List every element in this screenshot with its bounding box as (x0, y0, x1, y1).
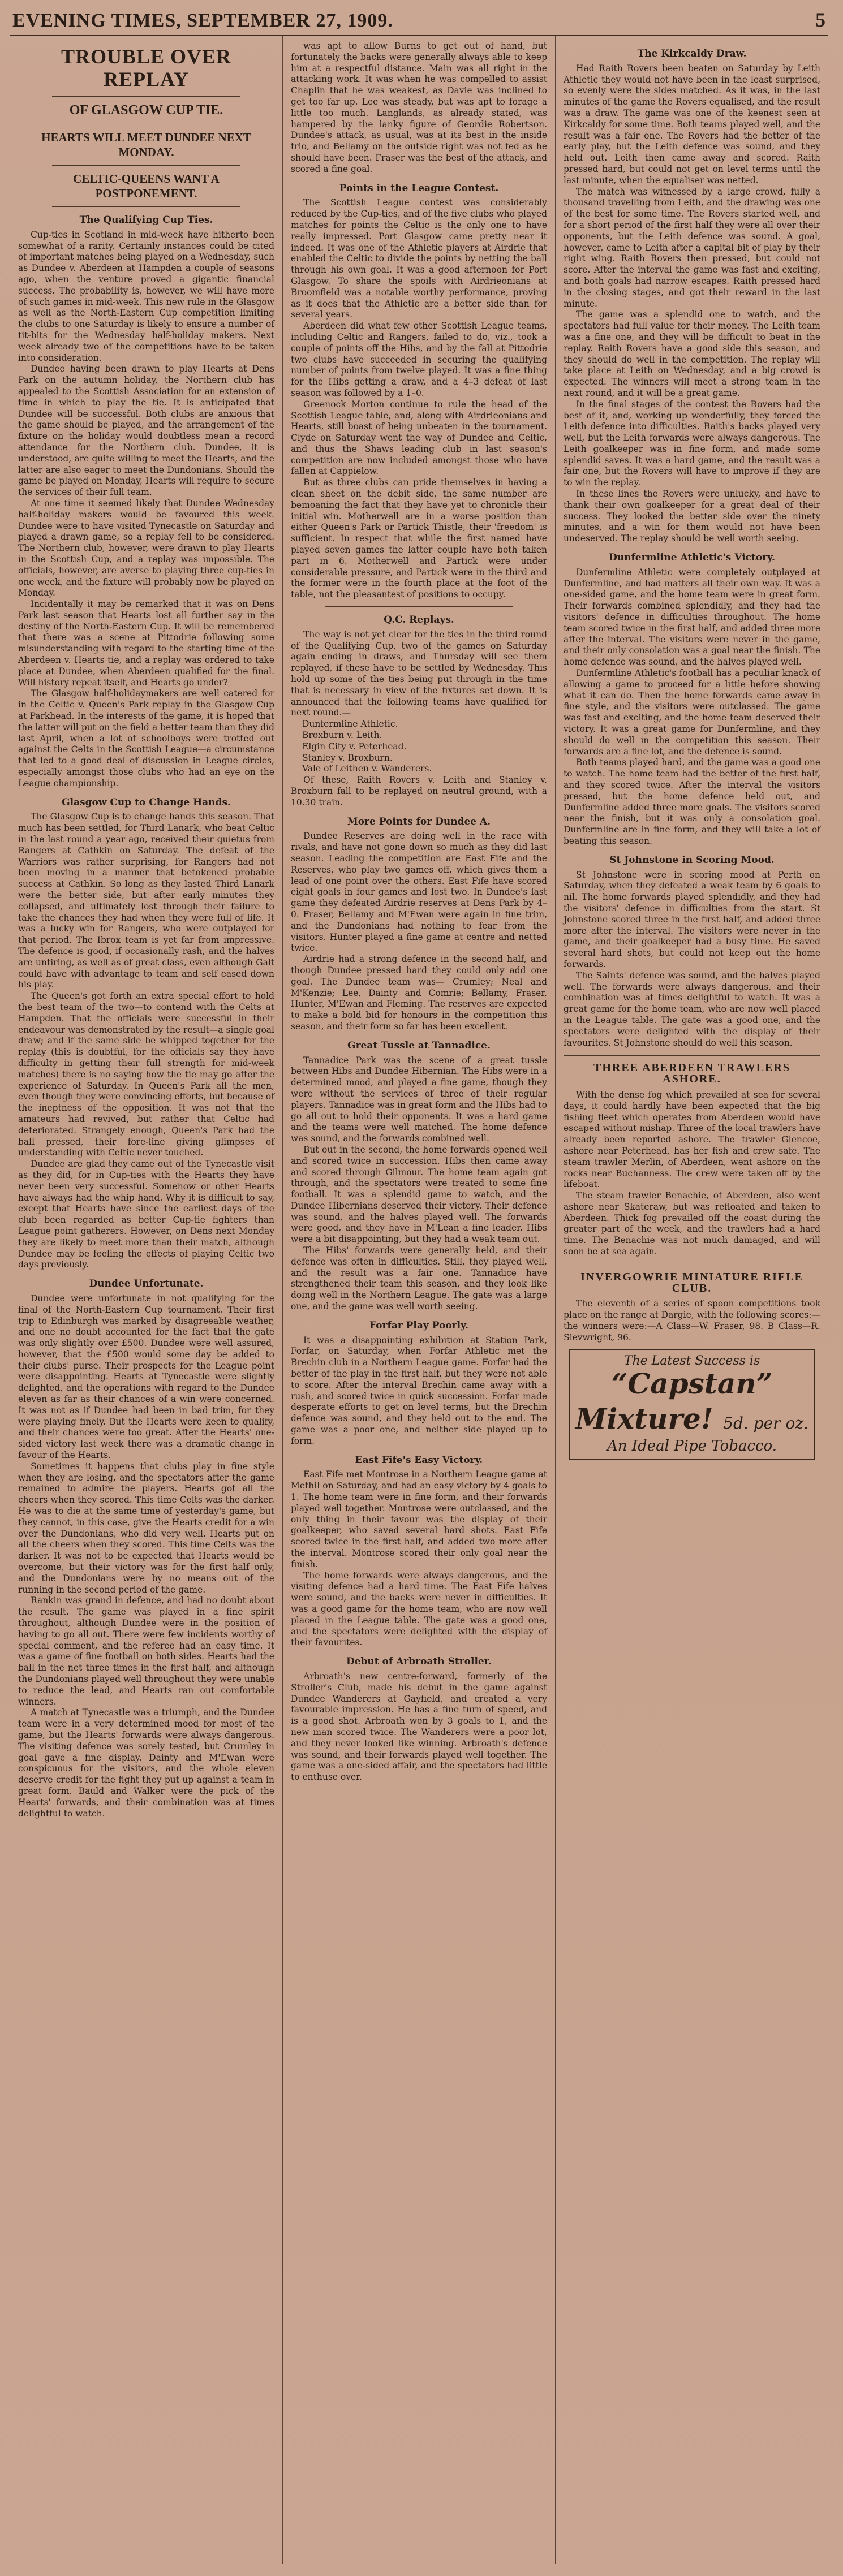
section-title: INVERGOWRIE MINIATURE RIFLE CLUB. (580, 1270, 803, 1295)
section-title: Dundee Unfortunate. (89, 1278, 204, 1290)
paragraph: Dundee having been drawn to play Hearts at Dens Park on the autumn holiday, the Northern club has appealed to the Scottish Association for an extension of time in which to play the tie. It is anticipated that Dundee will be successful. Both clubs are anxious that the game should be played, and the arrangement of the fixture on the holiday would doubtless mean a record attendance for the Northern club. Dundee, it is understood, are quite willing to meet the Hearts, and the latter are also eager to meet the Dundonians. Should the game be played on Monday, Hearts will require to secure the services of their full team. (18, 364, 274, 498)
ad-brand (574, 1366, 810, 1441)
section-title: THREE ABERDEEN TRAWLERS ASHORE. (593, 1062, 790, 1086)
list-item: Broxburn v. Leith. (302, 730, 382, 741)
paragraph: The way is not yet clear for the ties in the third round of the Qualifying Cup, two of the games on Saturday again ending in draws, and Thursday will see them replayed, if these have to be settled by Wednesday. This hold up some of the ties being put through in the time that is necessary in view of the fixtures set down. It is announced that the following teams have qualified for next round.— (291, 629, 547, 718)
paragraph: Had Raith Rovers been beaten on Saturday by Leith Athletic they would not have been in the least surprised, so evenly were the sides matched. As it was, in the last minutes of the game the Rovers equalised, and the result was a draw. The game was one of the keenest seen at Kirkcaldy for some time. Both teams played well, and the result was a fair one. The Rovers had the better of the early play, but the Leith defence was sound, and they held out. Leith then came away and scored. Raith pressed hard, but could not get on level terms until the last minute, when the equaliser was netted. (564, 63, 820, 185)
page-number: 5 (815, 8, 826, 31)
paragraph: With the dense fog which prevailed at sea for several days, it could hardly have been expected that the big fishing fleet which operates from Aberdeen would have escaped without mishap. Three of the local trawlers have already been reported ashore. The trawler Glencoe, ashore near Peterhead, has her fish and crew safe. The steam trawler Merlin, of Aberdeen, went ashore on the rocks near Buchanness. The crew were taken off by the lifeboat. (564, 1089, 820, 1190)
paragraph: Of these, Raith Rovers v. Leith and Stanley v. Broxburn fall to be replayed on neutral ground, with a 10.30 train. (291, 775, 547, 808)
paragraph: In these lines the Rovers were unlucky, and have to thank their own goalkeeper for a great deal of their success. They looked the better side over the ninety minutes, and a win for them would not have been undeserved. The replay should be well worth seeing. (564, 489, 820, 544)
divider (52, 96, 240, 97)
ad-tagline: The Latest Success is (623, 1353, 760, 1368)
paragraph: Greenock Morton continue to rule the head of the Scottish League table, and, along with Airdrieonians and Hearts, still boast of being unbeaten in the tournament. Clyde on Saturday went the way of Dundee and Celtic, and thus the Shaws leading club in last season's competition are now included amongst those who have fallen at Cappielow. (291, 399, 547, 477)
paragraph: The Saints' defence was sound, and the halves played well. The forwards were always dangerous, and their combination was at times delightful to watch. It was a great game for the home team, who are now well placed in the League table. The gate was a good one, and the spectators were delighted with the display of their favourites. St Johnstone should do well this season. (564, 970, 820, 1048)
paragraph: But out in the second, the home forwards opened well and scored twice in succession. Hibs then came away and scored through Gilmour. The home team again got through, and the spectators were treated to some fine football. It was a splendid game to watch, and the Dundee Hibernians deserved their victory. Their defence was sound, and the halves played well. The forwards were good, and they have in M'Lean a fine leader. Hibs were a bit disappointing, but they had a weak team out. (291, 1144, 547, 1245)
list-item: Elgin City v. Peterhead. (302, 741, 407, 752)
paragraph: A match at Tynecastle was a triumph, and the Dundee team were in a very determined mood for most of the game, but the Hearts' forwards were always dangerous. The visiting defence was sorely tested, but Crumley in goal gave a fine display. Dainty and M'Ewan were conspicuous for the visitors, and the whole eleven deserve credit for the fight they put up against a team in great form. Bauld and Walker were the pick of the Hearts' forwards, and their combination was at times delightful to watch. (18, 1707, 274, 1819)
section-title: Great Tussle at Tannadice. (347, 1039, 491, 1051)
ad-price: 5d. per oz. (723, 1414, 808, 1433)
section-title: More Points for Dundee A. (347, 815, 491, 827)
paragraph: Sometimes it happens that clubs play in fine style when they are losing, and the spectators after the game remained to admire the players. Hearts got all the cheers when they scored. This time Celts was the darker. He was to die at the same time of yesterday's game, but they cannot, in this case, give the Hearts credit for a win over the Dundonians, who did very well. Hearts put on all the cheers when they scored. This time Celts was the darker. It was not to be expected that Hearts would be overcome, but their victory was for the first half only, and the Dundonians were by no means out of the running in the second period of the game. (18, 1461, 274, 1595)
paragraph: East Fife met Montrose in a Northern League game at Methil on Saturday, and had an easy victory by 4 goals to 1. The home team were in fine form, and their forwards played well together. Montrose were outclassed, and the only thing in their favour was the display of their goalkeeper, who saved several hard shots. East Fife scored twice in the first half, and added two more after the interval. Montrose scored their only goal near the finish. (291, 1469, 547, 1569)
paragraph: Tannadice Park was the scene of a great tussle between Hibs and Dundee Hibernian. The Hibs were in a determined mood, and played a fine game, though they were without the services of three of their regular players. Tannadice was in great form and the Hibs had to go all out to hold their opponents. It was a hard game and the teams were well matched. The home defence was sound, and the forwards combined well. (291, 1055, 547, 1144)
paragraph: The steam trawler Benachie, of Aberdeen, also went ashore near Skateraw, but was refloated and taken to Aberdeen. Thick fog prevailed off the coast during the greater part of the week, and the trawlers had a hard time. The Benachie was not much damaged, and will soon be at sea again. (564, 1190, 820, 1257)
paragraph: Both teams played hard, and the game was a good one to watch. The home team had the better of the first half, and they scored twice. After the interval the visitors pressed, but the home defence held out, and Dunfermline added three more goals. The visitors scored near the finish, but it was only a consolation goal. Dunfermline are in fine form, and they will take a lot of beating this season. (564, 757, 820, 846)
capstan-advertisement (569, 1349, 815, 1460)
paragraph: Incidentally it may be remarked that it was on Dens Park last season that Hearts lost all further say in the destiny of the North-Eastern Cup. It will be remembered that there was a scene at Pittodrie following some misunderstanding with regard to the starting time of the Aberdeen v. Hearts tie, and a replay was ordered to take place at Dundee, when Aberdeen qualified for the final. Will history repeat itself, and Hearts go under? (18, 599, 274, 688)
list-item: Dunfermline Athletic. (302, 719, 398, 730)
section-title: The Qualifying Cup Ties. (79, 214, 213, 226)
divider (325, 606, 513, 607)
section-title: East Fife's Easy Victory. (355, 1454, 483, 1466)
section-title: Dunfermline Athletic's Victory. (609, 552, 775, 564)
paragraph: The home forwards were always dangerous, and the visiting defence had a hard time. The East Fife halves were sound, and the backs were never in difficulties. It was a good game for the home team, who are now well placed in the League table. The gate was a good one, and the spectators were delighted with the display of their favourites. (291, 1570, 547, 1648)
paragraph: Dundee are glad they came out of the Tynecastle visit as they did, for in Cup-ties with the Hearts they have never been very successful. Somehow or other Hearts have always had the whip hand. Why it is difficult to say, except that Hearts have since the earliest days of the club been regarded as better Cup-tie fighters than League point gatherers. However, on Dens next Monday they are likely to meet more than their match, although Dundee may be feeling the effects of playing Celtic two days previously. (18, 1159, 274, 1270)
masthead-date: EVENING TIMES, SEPTEMBER 27, 1909. (12, 10, 393, 31)
divider (52, 206, 240, 207)
paragraph: Dundee were unfortunate in not qualifying for the final of the North-Eastern Cup tournament. Their first trip to Edinburgh was marked by disagreeable weather, and one no doubt accounted for the fact that the gate was only slightly over £500. Dundee were well assured, however, that the £500 would some day be added to their clubs' purse. Their prospects for the League point were disappointing. Hearts at Tynecastle were slightly delighted, and the operations with regard to the Dundee eleven as far as their chances of a win were concerned. It was not as if Dundee had been in bad trim, for they were playing finely. But the Hearts were keen to qualify, and their chances were too great. After the Hearts' one-sided victory last week there was a dramatic change in favour of the Hearts. (18, 1293, 274, 1461)
section-title: Debut of Arbroath Stroller. (346, 1656, 492, 1668)
paragraph: The Scottish League contest was considerably reduced by the Cup-ties, and of the five clubs who played matches for points the Celtic is the only one to have really impressed. Port Glasgow came pretty near it indeed. It was one of the Athletic players at Airdrie that enabled the Celtic to divide the points by netting the ball through his own goal. It was a good afternoon for Port Glasgow. To share the spoils with Airdrieonians at Broomfield was a notable worthy performance, proving as it does that the Athletic are a better side than for several years. (291, 197, 547, 320)
paragraph: The eleventh of a series of spoon competitions took place on the range at Dargie, with the following scores:—the winners were:—A Class—W. Fraser, 98. B Class—R. Sievwright, 96. (564, 1298, 820, 1343)
list-item: Stanley v. Broxburn. (302, 752, 393, 763)
paragraph: Cup-ties in Scotland in mid-week have hitherto been somewhat of a rarity. Certainly instances could be cited of important matches being played on a Wednesday, such as Dundee v. Aberdeen at Hampden a couple of seasons ago, when the venture proved a gigantic financial success. The probability is, however, we will have more of such games in mid-week. This new rule in the Glasgow as well as the North-Eastern Cup competition limiting the clubs to one Saturday is likely to ensure a number of tit-bits for the Wednesday half-holiday makers. Next week already two of the competitions have to be taken into consideration. (18, 229, 274, 363)
paragraph: The Hibs' forwards were generally held, and their defence was often in difficulties. Still, they played well, and the result was a fair one. Tannadice have strengthened their team this season, and they look like doing well in the Northern League. The gate was a large one, and the game was well worth seeing. (291, 1245, 547, 1312)
paragraph: St Johnstone were in scoring mood at Perth on Saturday, when they defeated a weak team by 6 goals to nil. The home forwards played splendidly, and they had the visitors' defence in difficulties from the start. St Johnstone scored three in the first half, and added three more after the interval. The visitors were never in the game, and their goalkeeper had a busy time. He saved several hard shots, but could not keep out the home forwards. (564, 869, 820, 969)
column-1 (10, 36, 283, 2564)
sub-headline-1: OF GLASGOW CUP TIE. (69, 103, 223, 118)
divider (52, 165, 240, 166)
paragraph: But as three clubs can pride themselves in having a clean sheet on the debit side, the same number are bemoaning the fact that they have yet to chronicle their initial win. Motherwell are in a worse position than either Queen's Park or Partick Thistle, their 'freedom' is sufficient. In respect that while the first named have played seven games the latter couple have both taken part in 6. Motherwell and Partick were under considerable pressure, and Partick were in the third and the former were in the fourth place at the foot of the table, not the pleasantest of positions to occupy. (291, 477, 547, 600)
paragraph: At one time it seemed likely that Dundee Wednesday half-holiday makers would be favoured this week. Dundee were to have visited Tynecastle on Saturday and played a drawn game, so a replay fell to be considered. The Northern club, however, were drawn to play Hearts in the Scottish Cup, and a replay was impossible. The officials, however, are averse to playing three cup-ties in one week, and the fixture will probably now be played on Monday. (18, 498, 274, 598)
section-title: St Johnstone in Scoring Mood. (609, 854, 775, 866)
paragraph: The game was a splendid one to watch, and the spectators had full value for their money. The Leith team was a fine one, and they will be difficult to beat in the replay. Raith Rovers have a good side this season, and they should do well in the competition. The replay will take place at Leith on Wednesday, and a big crowd is expected. The winners will meet a strong team in the next round, and it will be a great game. (564, 309, 820, 398)
paragraph: The Glasgow Cup is to change hands this season. That much has been settled, for Third Lanark, who beat Celtic in the last round a year ago, received their quietus from Rangers at Cathkin on Saturday. The defeat of the Warriors was rather surprising, for Rangers had not been moving in a manner that betokened probable success at Cathkin. So long as they lasted Third Lanark were the better side, but after early minutes they collapsed, and ultimately lost through their failure to take the chances they had when they were full of life. It was a lucky win for Rangers, who were outplayed for that period. The Ibrox team is yet far from impressive. The defence is good, if occasionally rash, and the halves are untiring, as well as of great class, even although Galt could have with advantage to team and self eased down his play. (18, 812, 274, 990)
section-title: The Kirkcaldy Draw. (637, 48, 747, 59)
list-item: Vale of Leithen v. Wanderers. (302, 763, 432, 774)
paragraph: Airdrie had a strong defence in the second half, and though Dundee pressed hard they could only add one goal. The Dundee team was— Crumley; Neal and M'Kenzie; Lee, Dainty and Comrie; Bellamy, Fraser, Hunter, M'Ewan and Fleming. The reserves are expected to make a bold bid for honours in the competition this season, and their form so far has been excellent. (291, 954, 547, 1032)
section-title: Points in the League Contest. (339, 182, 499, 194)
masthead (10, 6, 828, 36)
sub-headline-2: HEARTS WILL MEET DUNDEE NEXT MONDAY. (41, 131, 251, 159)
ad-brand-name: “Capstan” Mixture! (575, 1367, 773, 1436)
paragraph: Dunfermline Athletic were completely outplayed at Dunfermline, and had matters all their own way. It was a one-sided game, and the home team were in great form. Their forwards combined splendidly, and they had the visitors' defence in difficulties throughout. The home team scored twice in the first half, and added three more after the interval. The visitors were never in the game, and their only consolation was a goal near the finish. The home defence was sound, and the halves played well. (564, 567, 820, 667)
paragraph: It was a disappointing exhibition at Station Park, Forfar, on Saturday, when Forfar Athletic met the Brechin club in a Northern League game. Forfar had the better of the play in the first half, but they were not able to score. After the interval Brechin came away with a rush, and scored twice in quick succession. Forfar made desperate efforts to get on level terms, but the Brechin defence was sound, and they held out to the end. The game was a poor one, and neither side played up to form. (291, 1335, 547, 1446)
section-title: Glasgow Cup to Change Hands. (62, 796, 231, 808)
paragraph: Dunfermline Athletic's football has a peculiar knack of allowing a game to proceed for a little before showing what it can do. Then the home forwards came away in fine style, and the visitors were outclassed. The game was fast and exciting, and the home team deserved their victory. It was a great game for Dunfermline, and they should do well in the competition this season. Their forwards are a fine lot, and the defence is sound. (564, 668, 820, 757)
paragraph: Dundee Reserves are doing well in the race with rivals, and have not gone down so much as they did last season. Leading the competition are East Fife and the Reserves, who play two games off, which gives them a lead of one point over the others. East Fife have scored eight goals in four games and lost two. In Dundee's last game they defeated Airdrie reserves at Dens Park by 4–0. Fraser, Bellamy and M'Ewan were again in fine trim, and the Dundonians had nothing to fear from the visitors. Hunter played a fine game at centre and netted twice. (291, 831, 547, 953)
sub-headline-3: CELTIC-QUEENS WANT A POSTPONEMENT. (73, 172, 220, 200)
section-title: Forfar Play Poorly. (369, 1319, 468, 1331)
column-2 (283, 36, 556, 2564)
paragraph: In the final stages of the contest the Rovers had the best of it, and, working up wonderfully, they forced the Leith defence into difficulties. Raith's backs played very well, but the Leith forwards were always dangerous. The Leith goalkeeper was in fine form, and made some splendid saves. It was a hard game, and the result was a fair one, but the Rovers will have to improve if they are to win the replay. (564, 399, 820, 488)
ad-slogan: An Ideal Pipe Tobacco. (607, 1438, 777, 1455)
paragraph: was apt to allow Burns to get out of hand, but fortunately the backs were generally always able to keep him at a respectful distance. Main was all right in the attacking work. It was when he was compelled to assist Chaplin that he was weakest, as Davie was inclined to get too far up. Lee was steady, but was apt to forage a little too much. Langlands, as already stated, was hampered by the lanky figure of Geordie Robertson. Dundee's attack, as usual, was at its best in the inside trio, and Bellamy on the outside right was not fed as he should have been. Fraser was the best of the attack, and scored a fine goal. (291, 41, 547, 174)
column-3 (556, 36, 828, 2564)
paragraph: Rankin was grand in defence, and had no doubt about the result. The game was played in a fine spirit throughout, although Dundee were in the position of having to go all out. There were few incidents worthy of special comment, and the referee had an easy time. It was a game of fine football on both sides. Hearts had the ball in the net three times in the first half, and although the Dundonians played well throughout they were unable to reduce the lead, and Hearts ran out comfortable winners. (18, 1595, 274, 1707)
paragraph: Aberdeen did what few other Scottish League teams, including Celtic and Rangers, failed to do, viz., took a couple of points off the Hibs, and by the fall at Pittodrie two clubs have succeeded in securing the qualifying number of points from twelve played. It was a fine thing for the Hibs getting a draw, and a 4–3 defeat of last season was followed by a 1–0. (291, 321, 547, 398)
paragraph: The Glasgow half-holidaymakers are well catered for in the Celtic v. Queen's Park replay in the Glasgow Cup at Parkhead. In the interests of the game, it is hoped that the latter will put on the field a better team than they did last April, when a lot of schoolboys were trotted out against the Celts in the Scottish League—a circumstance that led to a good deal of discussion in League circles, especially amongst those clubs who had an eye on the League championship. (18, 688, 274, 788)
paragraph: The match was witnessed by a large crowd, fully a thousand travelling from Leith, and the drawing was one of the best for some time. The Rovers started well, and for a short period of the first half they were all over their opponents, but the Leith defence was sound. A goal, however, came to Leith after a capital bit of play by their right wing. Raith Rovers then pressed, but could not score. After the interval the game was fast and exciting, and both goals had narrow escapes. Raith pressed hard in the closing stages, and got their reward in the last minute. (564, 186, 820, 309)
section-title: Q.C. Replays. (384, 614, 454, 626)
paragraph: The Queen's got forth an extra special effort to hold the best team of the two—to contend with the Celts at Hampden. That the officials were successful in their endeavour was demonstrated by the result—a single goal draw; and if the same side be whipped together for the replay (this is doubtful, for the officials say they have difficulty in getting their full strength for mid-week matches) there is no saying how the tie may go after the experience of Saturday. In Queen's Park all the men, even though they were convincing efforts, but because of the ineptness of the opposition. It was not that the amateurs had revived, but rather that Celtic had deteriorated. Strangely enough, Queen's Park had the ball pressed, their fore-line giving glimpses of understanding with Celtic never touched. (18, 991, 274, 1158)
main-headline: TROUBLE OVER REPLAY (61, 45, 232, 90)
paragraph: Arbroath's new centre-forward, formerly of the Stroller's Club, made his debut in the game against Dundee Wanderers at Gayfield, and created a very favourable impression. He has a fine turn of speed, and is a good shot. Arbroath won by 3 goals to 1, and the new man scored twice. The Wanderers were a poor lot, and they never looked like winning. Arbroath's defence was sound, and their forwards played well together. The game was a one-sided affair, and the spectators had little to enthuse over. (291, 1671, 547, 1783)
divider (564, 1055, 820, 1056)
columns (10, 36, 828, 2564)
